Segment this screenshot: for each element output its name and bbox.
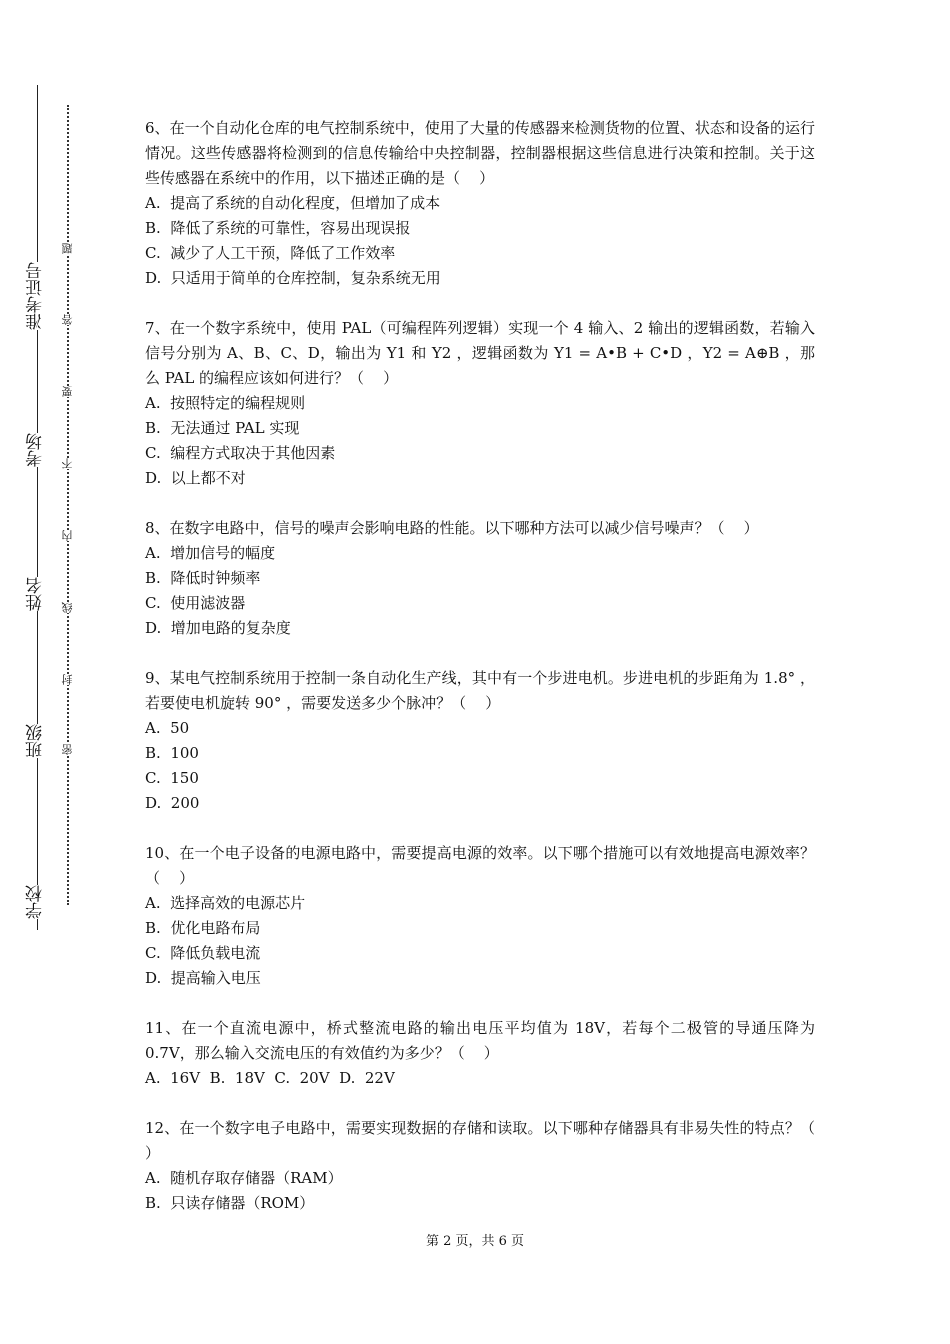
question-list bbox=[145, 116, 835, 1241]
option-a: A. 按照特定的编程规则 bbox=[145, 394, 306, 412]
option-d: D. 200 bbox=[145, 794, 200, 812]
question-text: 6、在一个自动化仓库的电气控制系统中，使用了大量的传感器来检测货物的位置、状态和设备的运行情况。这些传感器将检测到的信息传输给中央控制器，控制器根据这些信息进行决策和控制。关于这些传感器在系统中的作用，以下描述正确的是（ ） bbox=[145, 119, 815, 187]
option-b: B. 优化电路布局 bbox=[145, 919, 261, 937]
option-b: B. 100 bbox=[145, 744, 199, 762]
question-6 bbox=[145, 116, 815, 291]
question-10 bbox=[145, 841, 815, 991]
option-a: A. 提高了系统的自动化程度，但增加了成本 bbox=[145, 194, 441, 212]
option-a: A. 选择高效的电源芯片 bbox=[145, 894, 306, 912]
exam-number-label: 准考证号 bbox=[18, 262, 54, 330]
question-11 bbox=[145, 1016, 820, 1091]
option-b: B. 降低了系统的可靠性，容易出现误报 bbox=[145, 219, 411, 237]
question-text: 8、在数字电路中，信号的噪声会影响电路的性能。以下哪种方法可以减少信号噪声？（ ） bbox=[145, 519, 759, 537]
seal-char: 内 bbox=[58, 530, 78, 541]
question-text: 12、在一个数字电子电路中，需要实现数据的存储和读取。以下哪种存储器具有非易失性的特点？（ ） bbox=[145, 1119, 835, 1162]
option-d: D. 增加电路的复杂度 bbox=[145, 619, 291, 637]
question-text: 9、某电气控制系统用于控制一条自动化生产线，其中有一个步进电机。步进电机的步距角为 1.8° ，若要使电机旋转 90° ，需要发送多少个脉冲？（ ） bbox=[145, 669, 815, 712]
question-text: 11、在一个直流电源中，桥式整流电路的输出电压平均值为 18V，若每个二极管的导通压降为 0.7V，那么输入交流电压的有效值约为多少？（ ） bbox=[145, 1019, 820, 1062]
seal-char: 答 bbox=[58, 314, 78, 325]
question-8 bbox=[145, 516, 815, 641]
question-9 bbox=[145, 666, 815, 816]
school-label: 学校 bbox=[18, 885, 54, 919]
option-d: D. 只适用于简单的仓库控制，复杂系统无用 bbox=[145, 269, 441, 287]
option-a: A. 50 bbox=[145, 719, 190, 737]
exam-room-label: 考场 bbox=[18, 433, 54, 467]
class-label: 班级 bbox=[18, 724, 54, 758]
seal-char: 线 bbox=[58, 602, 78, 613]
page-number: 第 2 页，共 6 页 bbox=[425, 1234, 525, 1249]
seal-char: 封 bbox=[58, 674, 78, 685]
option-c: C. 150 bbox=[145, 769, 199, 787]
option-d: D. 以上都不对 bbox=[145, 469, 246, 487]
seal-char: 题 bbox=[58, 243, 78, 254]
question-12 bbox=[145, 1116, 835, 1216]
option-c: C. 编程方式取决于其他因素 bbox=[145, 444, 336, 462]
question-text: 10、在一个电子设备的电源电路中，需要提高电源的效率。以下哪个措施可以有效地提高电源效率？（ ） bbox=[145, 844, 815, 887]
seal-char: 要 bbox=[58, 386, 78, 397]
option-b: B. 降低时钟频率 bbox=[145, 569, 261, 587]
option-c: C. 降低负载电流 bbox=[145, 944, 261, 962]
question-7 bbox=[145, 316, 815, 491]
seal-char: 不 bbox=[58, 458, 78, 469]
seal-dotted-line bbox=[67, 105, 69, 905]
option-d: D. 提高输入电压 bbox=[145, 969, 261, 987]
binding-line bbox=[37, 85, 38, 930]
option-c: C. 减少了人工干预，降低了工作效率 bbox=[145, 244, 396, 262]
binding-margin bbox=[0, 0, 110, 1344]
option-a: A. 随机存取存储器（RAM） bbox=[145, 1169, 343, 1187]
question-text: 7、在一个数字系统中，使用 PAL（可编程阵列逻辑）实现一个 4 输入、2 输出的逻辑函数，若输入信号分别为 A、B、C、D，输出为 Y1 和 Y2 ，逻辑函数为 Y1 = A•B + C•D ，Y2 = A⊕B ，那么 PAL 的编程应该如何进行？（ ） bbox=[145, 319, 815, 387]
option-b: B. 无法通过 PAL 实现 bbox=[145, 419, 300, 437]
seal-char: 密 bbox=[58, 744, 78, 755]
options-inline: A. 16V B. 18V C. 20V D. 22V bbox=[145, 1069, 395, 1087]
name-label: 姓名 bbox=[18, 577, 54, 611]
option-b: B. 只读存储器（ROM） bbox=[145, 1194, 315, 1212]
option-a: A. 增加信号的幅度 bbox=[145, 544, 276, 562]
option-c: C. 使用滤波器 bbox=[145, 594, 246, 612]
